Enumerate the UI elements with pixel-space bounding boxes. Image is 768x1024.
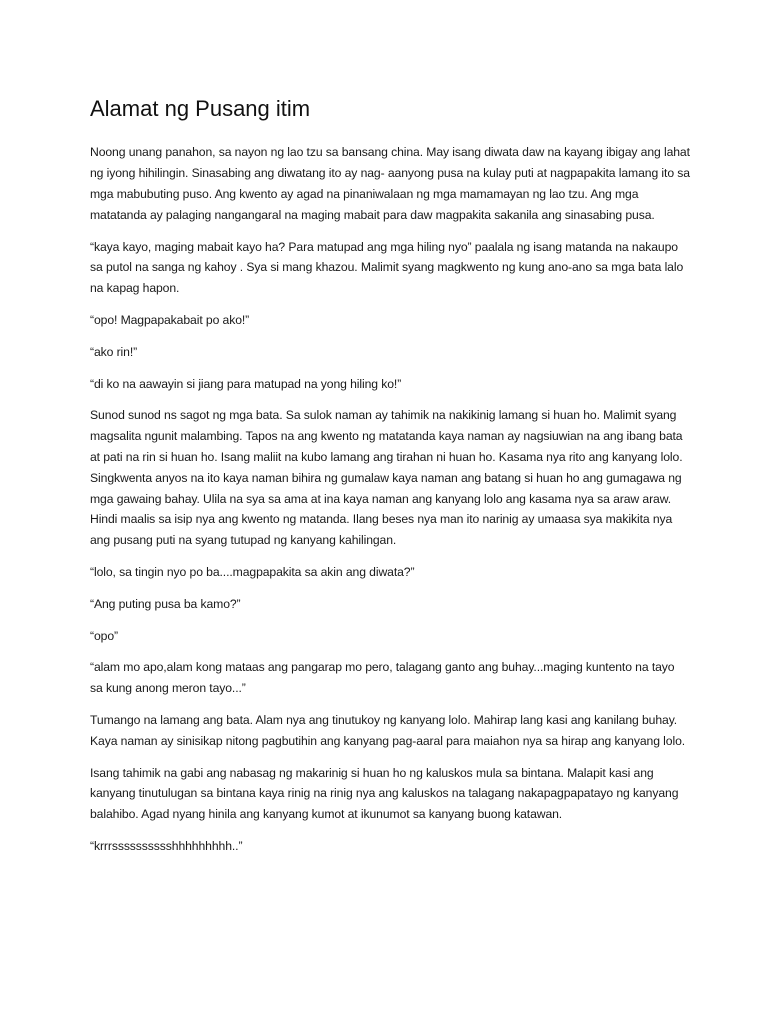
paragraph-1: Noong unang panahon, sa nayon ng lao tzu sa bansang china. May isang diwata daw na kayang ibigay ang lahat ng iyong hihilingin. Sinasabing ang diwatang ito ay nag- aanyong pusa na kulay puti at nagpapakita lamang ito sa mga mabubuting puso. Ang kwento ay agad na pinaniwalaan ng mga mamamayan ng lao tzu. Ang mga matatanda ay palaging nangangaral na maging mabait para daw magpakita sakanila ang sinasabing pusa. xyxy=(90,145,690,222)
paragraph-5: “di ko na aawayin si jiang para matupad na yong hiling ko!” xyxy=(90,376,402,391)
paragraph-11: Tumango na lamang ang bata. Alam nya ang tinutukoy ng kanyang lolo. Mahirap lang kasi ang kanilang buhay. Kaya naman ay sinisikap nitong pagbutihin ang kanyang pag-aaral para maiahon nya sa hirap ang kanyang lolo. xyxy=(90,712,686,748)
paragraph-10: “alam mo apo,alam kong mataas ang pangarap mo pero, talagang ganto ang buhay...maging kuntento na tayo sa kung anong meron tayo...” xyxy=(90,660,675,696)
paragraph-6: Sunod sunod ns sagot ng mga bata. Sa sulok naman ay tahimik na nakikinig lamang si huan ho. Malimit syang magsalita ngunit malambing. Tapos na ang kwento ng matatanda kaya naman ay nagsiuwian na ang ibang bata at pati na rin si huan ho. Isang maliit na kubo lamang ang tirahan ni huan ho. Kasama nya rito ang kanyang lolo. Singkwenta anyos na ito kaya naman bihira ng gumalaw kaya naman ang batang si huan ho ang gumagawa ng mga gawaing bahay. Ulila na sya sa ama at ina kaya naman ang kanyang lolo ang kasama nya sa araw araw. Hindi maalis sa isip nya ang kwento ng matanda. Ilang beses nya man ito narinig ay umaasa sya makikita nya ang pusang puti na syang tutupad ng kanyang kahilingan. xyxy=(90,408,683,548)
paragraph-3: “opo! Magpapakabait po ako!” xyxy=(90,312,250,327)
paragraph-8: “Ang puting pusa ba kamo?” xyxy=(90,596,241,611)
paragraph-2: “kaya kayo, maging mabait kayo ha? Para matupad ang mga hiling nyo” paalala ng isang matanda na nakaupo sa putol na sanga ng kahoy . Sya si mang khazou. Malimit syang magkwento ng kung ano-ano sa mga bata lalo na kapag hapon. xyxy=(90,239,684,296)
paragraph-7: “lolo, sa tingin nyo po ba....magpapakita sa akin ang diwata?” xyxy=(90,564,415,579)
paragraph-4: “ako rin!” xyxy=(90,344,138,359)
paragraph-13: “krrrsssssssssshhhhhhhhh..” xyxy=(90,838,243,853)
paragraph-12: Isang tahimik na gabi ang nabasag ng makarinig si huan ho ng kaluskos mula sa bintana. Malapit kasi ang kanyang tinutulugan sa bintana kaya rinig na rinig nya ang kaluskos na talagang nakapagpapatayo ng kanyang balahibo. Agad nyang hinila ang kanyang kumot at ikunumot sa kanyang buong katawan. xyxy=(90,765,679,822)
paragraph-9: “opo” xyxy=(90,628,118,643)
document-title: Alamat ng Pusang itim xyxy=(90,96,311,121)
